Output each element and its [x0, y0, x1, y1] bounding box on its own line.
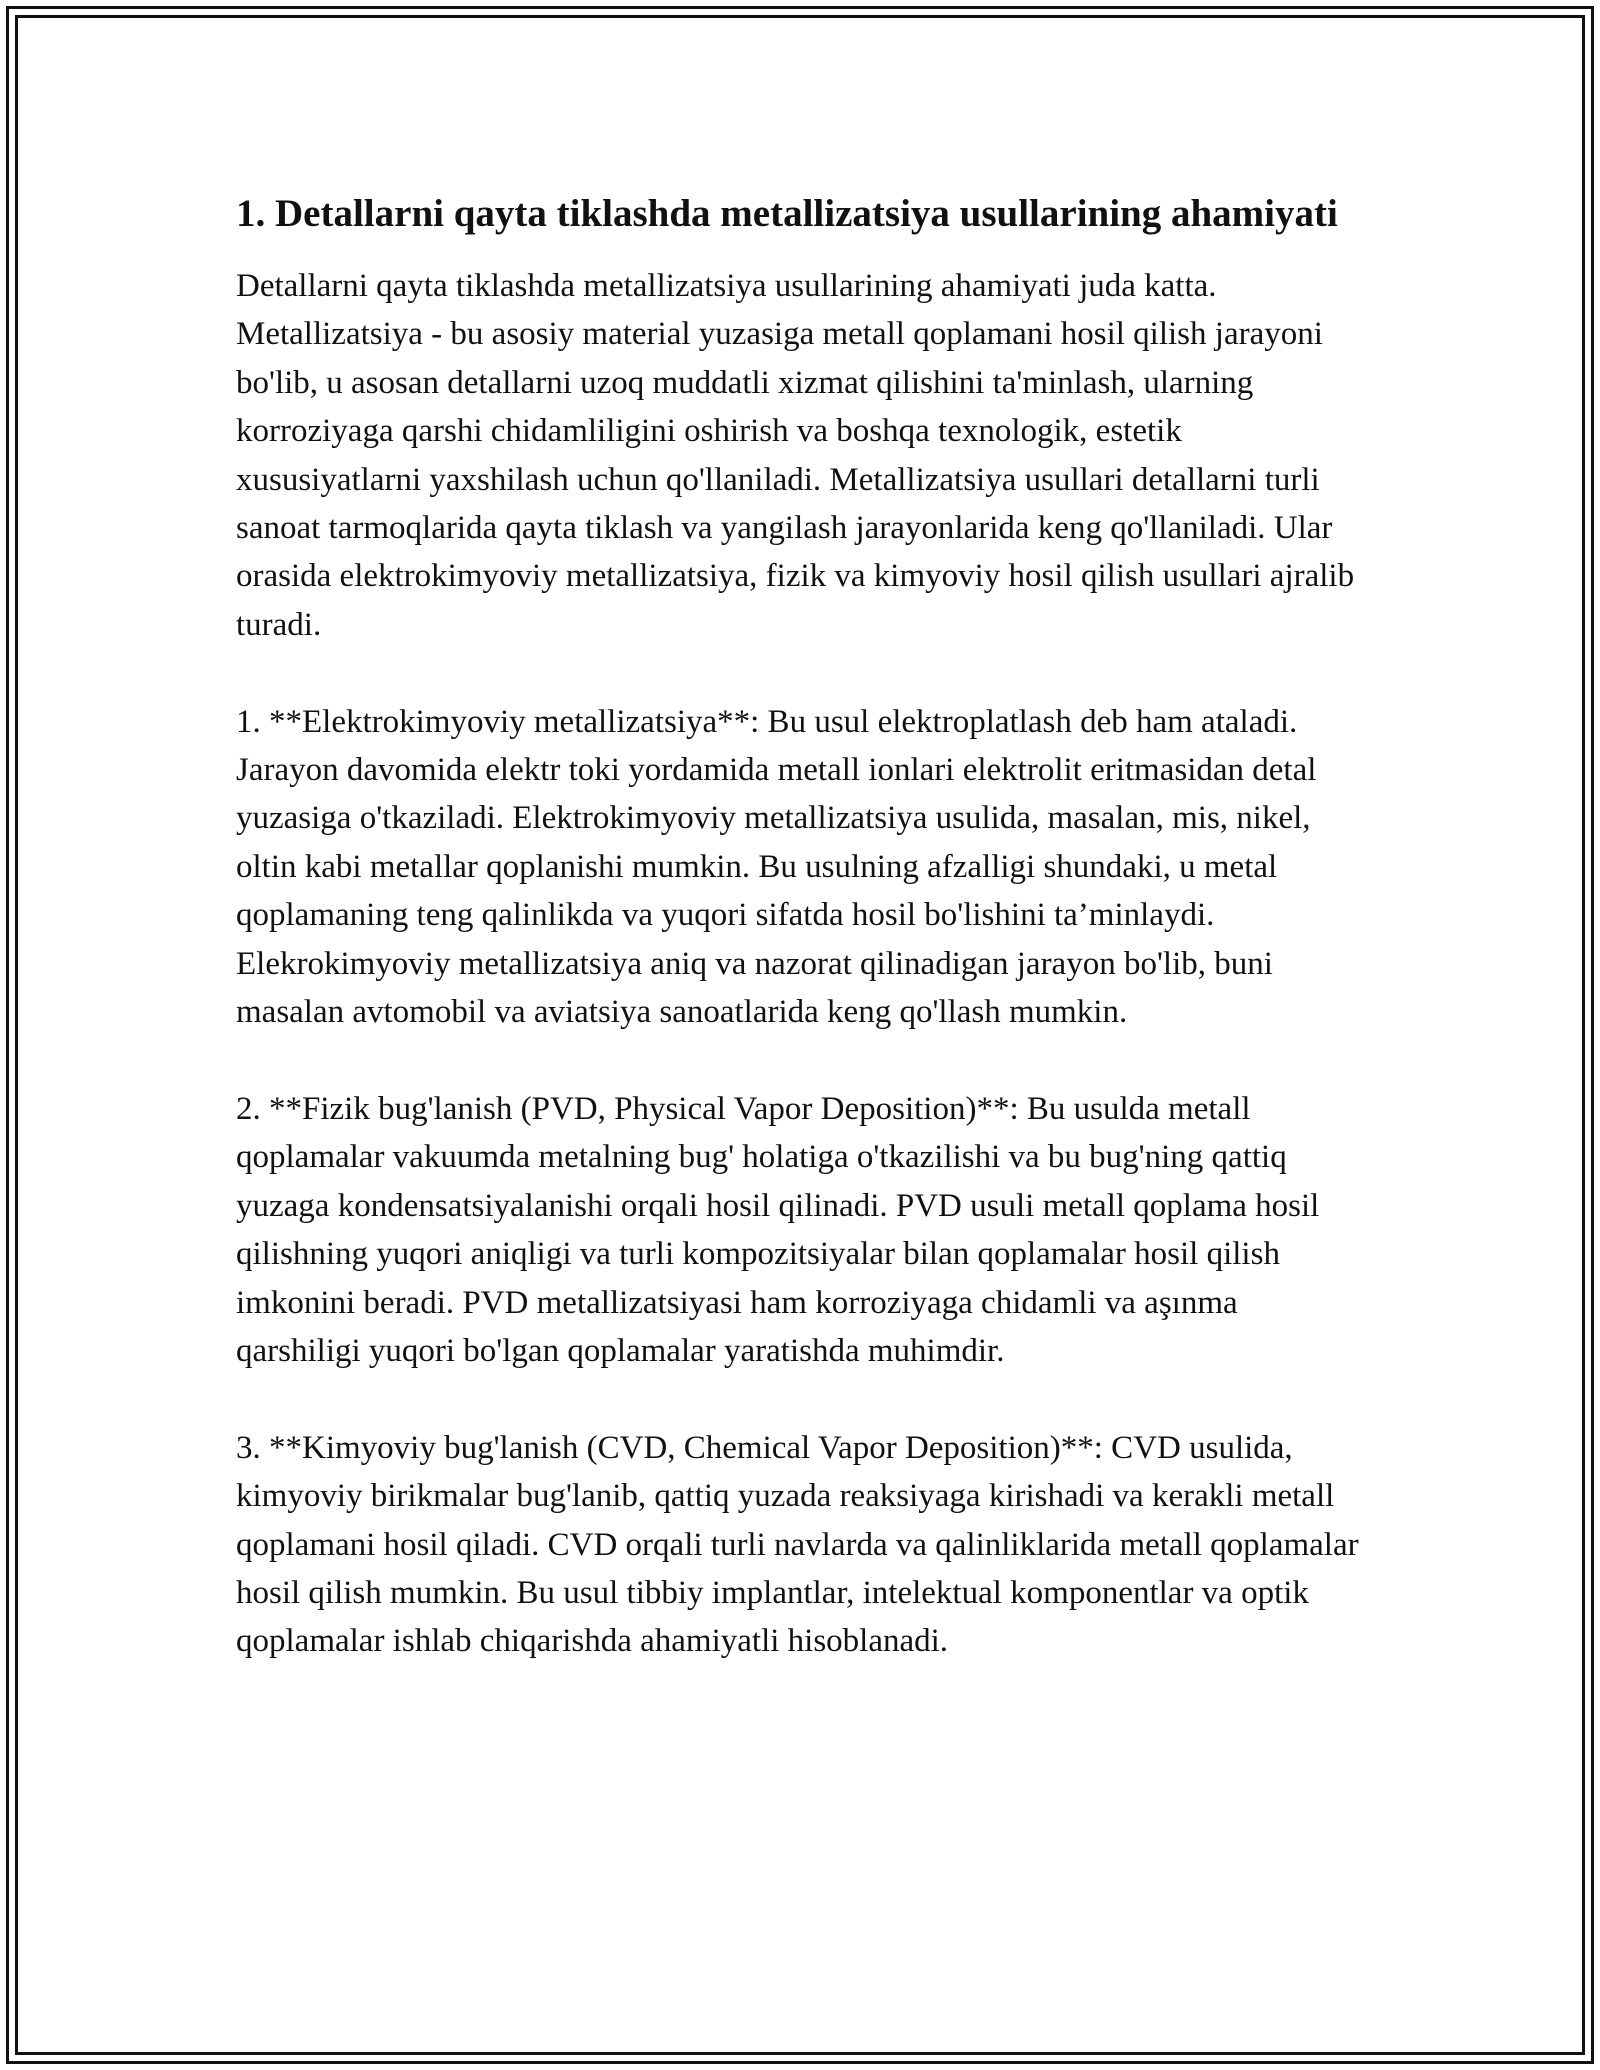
paragraph-cvd: 3. **Kimyoviy bug'lanish (CVD, Chemical Vapor Deposition)**: CVD usulida, kimyoviy birikmalar bug'lanib, qattiq yuzada reaksiyaga kirishadi va kerakli metall qoplamani hosil qiladi. CVD orqali turli navlarda va qalinliklarida metall qoplamalar hosil qilish mumkin. Bu usul tibbiy implantlar, intelektual komponentlar va optik qoplamalar ishlab chiqarishda ahamiyatli hisoblanadi.: [236, 1429, 1359, 1660]
paragraph-pvd: 2. **Fizik bug'lanish (PVD, Physical Vapor Deposition)**: Bu usulda metall qoplamalar vakuumda metalning bug' holatiga o'tkazilishi va bu bug'ning qattiq yuzaga kondensatsiyalanishi orqali hosil qilinadi. PVD usuli metall qoplama hosil qilishning yuqori aniqligi va turli kompozitsiyalar bilan qoplamalar hosil qilish imkonini beradi. PVD metallizatsiyasi ham korroziyaga chidamli va aşınma qarshiligi yuqori bo'lgan qoplamalar yaratishda muhimdir.: [236, 1090, 1320, 1369]
paragraph-electrochemical: 1. **Elektrokimyoviy metallizatsiya**: Bu usul elektroplatlash deb ham ataladi. Jarayon davomida elektr toki yordamida metall ionlari elektrolit eritmasidan detal yuzasiga o'tkaziladi. Elektrokimyoviy metallizatsiya usulida, masalan, mis, nikel, oltin kabi metallar qoplanishi mumkin. Bu usulning afzalligi shundaki, u metal qoplamaning teng qalinlikda va yuqori sifatda hosil bo'lishini ta’minlaydi. Elekrokimyoviy metallizatsiya aniq va nazorat qilinadigan jarayon bo'lib, buni masalan avtomobil va aviatsiya sanoatlarida keng qo'llash mumkin.: [236, 703, 1317, 1031]
document-body: [236, 186, 1366, 1714]
section-heading: 1. Detallarni qayta tiklashda metallizatsiya usullarining ahamiyati: [236, 192, 1338, 235]
intro-paragraph: Detallarni qayta tiklashda metallizatsiya usullarining ahamiyati juda katta. Metallizatsiya - bu asosiy material yuzasiga metall qoplamani hosil qilish jarayoni bo'lib, u asosan detallarni uzoq muddatli xizmat qilishini ta'minlash, ularning korroziyaga qarshi chidamliligini oshirish va boshqa texnologik, estetik xususiyatlarni yaxshilash uchun qo'llaniladi. Metallizatsiya usullari detallarni turli sanoat tarmoqlarida qayta tiklash va yangilash jarayonlarida keng qo'llaniladi. Ular orasida elektrokimyoviy metallizatsiya, fizik va kimyoviy hosil qilish usullari ajralib turadi.: [236, 268, 1355, 643]
